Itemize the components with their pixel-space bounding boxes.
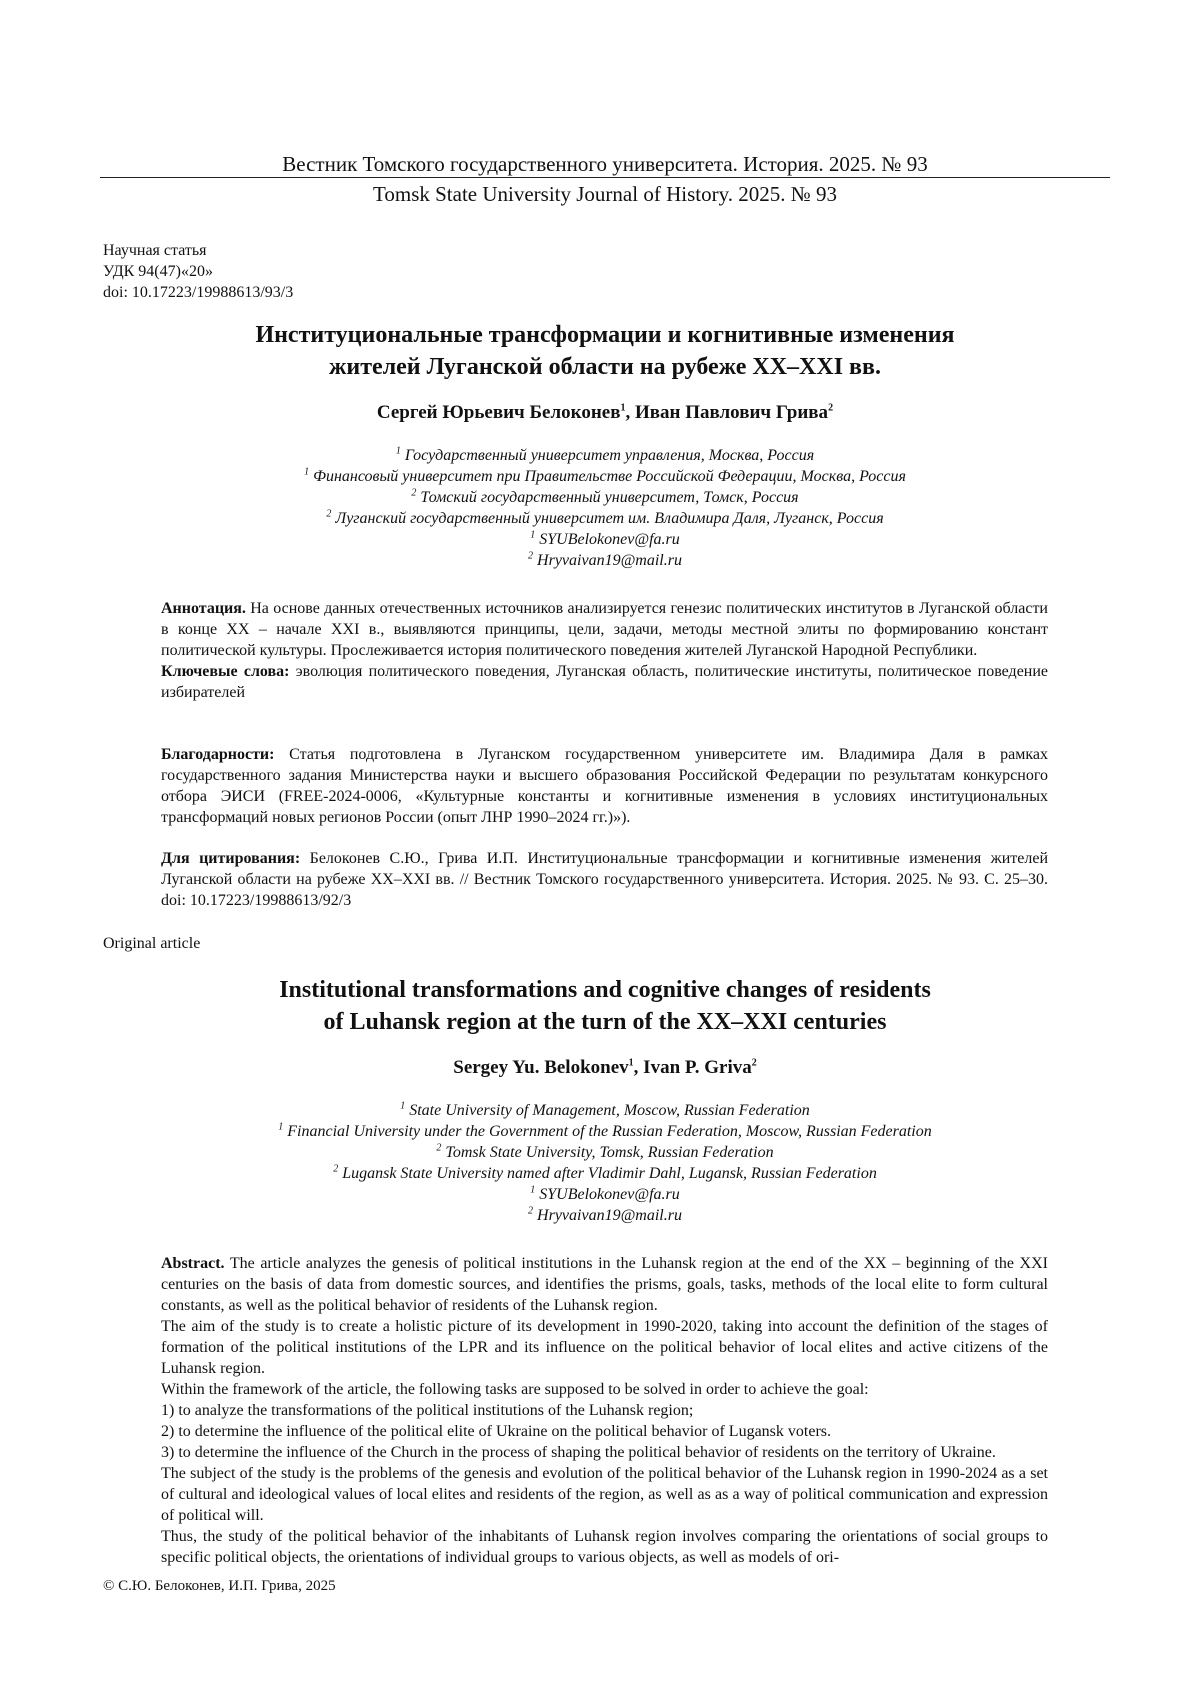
abstract-en-paragraph: 1) to analyze the transformations of the political institutions of the Luhansk region; [161,1402,694,1419]
keywords-ru-text: эволюция политического поведения, Луганская область, политические институты, политическое поведение избирателей [161,663,1049,701]
affiliation-ru-3-text: Томский государственный университет, Томск, Россия [420,489,799,506]
title-en [100,974,1110,1038]
affiliation-en-3 [100,1142,1110,1163]
affiliation-en-2-sup: 1 [278,1121,284,1133]
article-type-en: Original article [103,935,201,952]
abstract-ru-text: На основе данных отечественных источников анализируется генезис политических институтов в Луганской области в конце XX – начале XXI в., выявляются принципы, цели, задачи, методы местной элиты по формированию констант политической культуры. Прослеживается история политического поведения жителей Луганской Народной Республики. [161,600,1048,659]
citation-ru [161,848,1048,911]
abstract-en-paragraph: 3) to determine the influence of the Church in the process of shaping the political behavior of residents on the territory of Ukraine. [161,1444,996,1461]
title-en-line1: Institutional transformations and cognitive changes of residents [279,977,931,1003]
abstract-en-paragraph: The subject of the study is the problems of the genesis and evolution of the political behavior of the Luhansk region in 1990-2024 as a set of cultural and ideological values of local elites and residents of the region, as well as as a way of political communication and expression of political will. [161,1465,1048,1524]
header-rule [100,177,1110,178]
affiliation-en-1 [100,1100,1110,1121]
affiliation-ru-1-sup: 1 [395,445,401,457]
affiliations-en [100,1100,1110,1226]
author2-en-sup: 2 [751,1057,757,1069]
affiliation-en-4 [100,1163,1110,1184]
affiliations-ru [100,445,1110,571]
affiliation-ru-1-text: Государственный университет управления, Москва, Россия [404,447,815,464]
abstract-ru [161,598,1048,703]
abstract-en-paragraph: The aim of the study is to create a holistic picture of its development in 1990-2020, taking into account the definition of the stages of formation of the political institutions of the LPR and its influence on the political behavior of local elites and active citizens of the Luhansk region. [161,1318,1048,1377]
ack-ru-label: Благодарности: [161,746,275,763]
author2-ru-sup: 2 [828,402,834,414]
affiliation-ru-3-sup: 2 [411,487,417,499]
email-ru-2-text: Hryvaivan19@mail.ru [537,552,682,569]
abstract-en-paragraph: Thus, the study of the political behavior of the inhabitants of Luhansk region involves comparing the orientations of social groups to specific political objects, the orientations of individual groups to various objects, as well as models of ori- [161,1528,1048,1566]
abstract-en-text: The article analyzes the genesis of political institutions in the Luhansk region at the end of the XX – beginning of the XXI centuries on the basis of data from domestic sources, and identifies the prisms, goals, tasks, methods of the local elite to form cultural constants, as well as the political behavior of residents of the Luhansk region. [161,1255,1048,1314]
title-ru [100,319,1110,383]
author1-en: Sergey Yu. Belokonev [453,1057,629,1078]
email-en-2-sup: 2 [528,1205,534,1217]
article-type-ru: Научная статья [103,242,207,259]
journal-title-ru: Вестник Томского государственного университета. История. 2025. № 93 [282,152,928,176]
email-ru-1 [100,529,1110,550]
abstract-ru-label: Аннотация. [161,600,246,617]
cite-ru-text: Белоконев С.Ю., Грива И.П. Институциональные трансформации и когнитивные изменения жителей Луганской области на рубеже XX–XXI вв. // Вестник Томского государственного университета. История. 2025. № 93. С. 25–30. doi: 10.17223/19988613/92/3 [161,850,1049,909]
affiliation-ru-4 [100,508,1110,529]
udk-code: УДК 94(47)«20» [103,263,213,280]
acknowledgements-ru [161,744,1048,828]
abstract-en-paragraph: Within the framework of the article, the following tasks are supposed to be solved in order to achieve the goal: [161,1381,869,1398]
author1-ru: Сергей Юрьевич Белоконев [376,402,621,423]
copyright: © С.Ю. Белоконев, И.П. Грива, 2025 [103,1578,336,1594]
affiliation-en-2-text: Financial University under the Government of the Russian Federation, Moscow, Russian Federation [287,1123,932,1140]
affiliation-en-3-text: Tomsk State University, Tomsk, Russian Federation [445,1144,774,1161]
cite-ru-label: Для цитирования: [161,850,301,867]
email-en-2-text: Hryvaivan19@mail.ru [537,1207,682,1224]
author2-ru: Иван Павлович Грива [635,402,829,423]
ack-ru-text: Статья подготовлена в Луганском государственном университете им. Владимира Даля в рамках государственного задания Министерства науки и высшего образования Российской Федерации по результатам конкурсного отбора ЭИСИ (FREE-2024-0006, «Культурные константы и когнитивные изменения в условиях институциональных трансформаций новых регионов России (опыт ЛНР 1990–2024 гг.)»). [161,746,1048,826]
email-en-1-text: SYUBelokonev@fa.ru [539,1186,680,1203]
email-ru-1-text: SYUBelokonev@fa.ru [539,531,680,548]
abstract-en-label: Abstract. [161,1255,225,1272]
affiliation-ru-3 [100,487,1110,508]
author1-ru-sup: 1 [620,402,626,414]
author1-en-sup: 1 [628,1057,634,1069]
title-ru-line2: жителей Луганской области на рубеже XX–XXI вв. [329,354,881,380]
email-ru-2-sup: 2 [528,550,534,562]
title-ru-line1: Институциональные трансформации и когнитивные изменения [255,322,955,348]
author2-en: Ivan P. Griva [643,1057,752,1078]
email-en-1 [100,1184,1110,1205]
keywords-ru-label: Ключевые слова: [161,663,290,680]
keywords-ru [161,661,1048,703]
authors-en [100,1055,1110,1081]
journal-title-en: Tomsk State University Journal of History. 2025. № 93 [373,182,837,206]
affiliation-ru-4-text: Луганский государственный университет им. Владимира Даля, Луганск, Россия [335,510,884,527]
affiliation-ru-2 [100,466,1110,487]
email-en-1-sup: 1 [530,1184,536,1196]
authors-ru [100,400,1110,426]
affiliation-en-1-text: State University of Management, Moscow, Russian Federation [409,1102,810,1119]
affiliation-en-4-text: Lugansk State University named after Vladimir Dahl, Lugansk, Russian Federation [342,1165,877,1182]
affiliation-ru-2-text: Финансовый университет при Правительстве Российской Федерации, Москва, Россия [313,468,906,485]
author-separator-en: , [633,1057,644,1078]
affiliation-ru-1 [100,445,1110,466]
email-en-2 [100,1205,1110,1226]
abstract-en [161,1253,1048,1568]
affiliation-ru-2-sup: 1 [304,466,310,478]
affiliation-en-2 [100,1121,1110,1142]
affiliation-en-3-sup: 2 [436,1142,442,1154]
title-en-line2: of Luhansk region at the turn of the XX–XXI centuries [323,1009,887,1035]
author-separator-ru: , [625,402,635,423]
abstract-en-paragraph: 2) to determine the influence of the political elite of Ukraine on the political behavior of Lugansk voters. [161,1423,831,1440]
doi-ru: doi: 10.17223/19988613/93/3 [103,284,294,301]
affiliation-en-4-sup: 2 [333,1163,339,1175]
email-ru-1-sup: 1 [530,529,536,541]
email-ru-2 [100,550,1110,571]
affiliation-en-1-sup: 1 [400,1100,406,1112]
affiliation-ru-4-sup: 2 [326,508,332,520]
